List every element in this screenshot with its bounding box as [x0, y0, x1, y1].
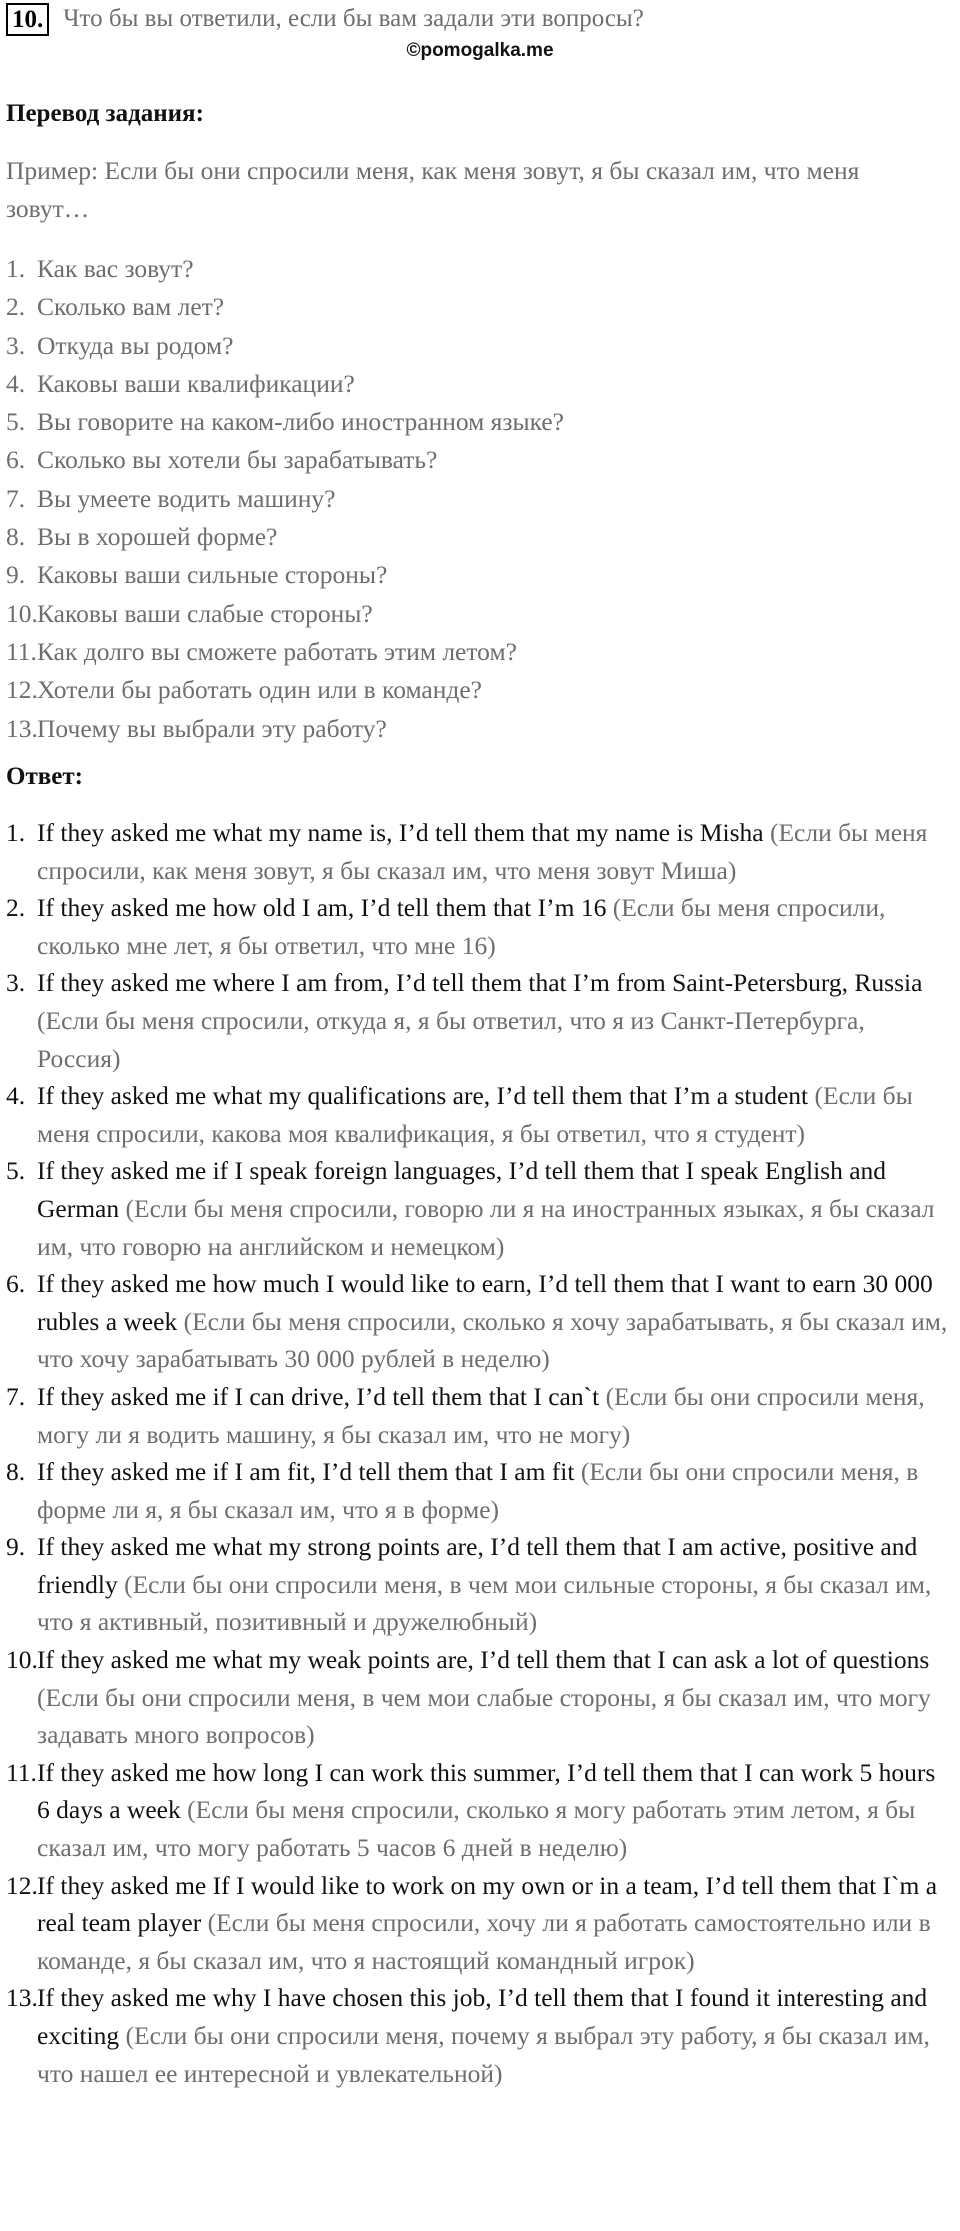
item-number: 8. [6, 1457, 26, 1487]
answer-english: If they asked me if I can drive, I’d tell them that I can`t [37, 1381, 600, 1411]
item-number: 11. [6, 1757, 37, 1787]
item-number: 9. [6, 560, 26, 590]
question-list [6, 250, 936, 748]
answer-list [6, 814, 954, 2092]
question-item [6, 556, 936, 594]
item-number: 3. [6, 968, 26, 998]
question-text: Сколько вы хотели бы зарабатывать? [37, 445, 438, 475]
answer-russian: (Если бы они спросили меня, могу ли я водить машину, я бы сказал им, что не могу) [37, 1381, 925, 1449]
question-item [6, 327, 936, 365]
answer-english: If they asked me why I have chosen this job, I’d tell them that I found it interesting and exciting [37, 1983, 928, 2050]
answer-russian: (Если бы они спросили меня, в форме ли я, я бы сказал им, что я в форме) [37, 1457, 919, 1524]
item-number: 4. [6, 1081, 26, 1111]
answer-english: If they asked me If I would like to work on my own or in a team, I’d tell them that I`m a real team player [37, 1870, 938, 1938]
question-text: Каковы ваши сильные стороны? [37, 560, 388, 590]
question-item [6, 480, 936, 518]
answer-russian: (Если бы меня спросили, говорю ли я на иностранных языках, я бы сказал им, что говорю на английском и немецком) [37, 1193, 935, 1261]
answer-item [6, 964, 954, 1077]
answer-english: If they asked me how old I am, I’d tell them that I’m 16 [37, 893, 607, 923]
item-number: 6. [6, 1269, 26, 1299]
answer-english: If they asked me how much I would like to earn, I’d tell them that I want to earn 30 000 rubles a week [37, 1269, 933, 1336]
answer-item [6, 1152, 954, 1265]
answer-item [6, 1641, 954, 1754]
item-number: 4. [6, 368, 26, 398]
question-item [6, 441, 936, 479]
item-number: 3. [6, 330, 26, 360]
answer-item [6, 1077, 954, 1152]
item-number: 10. [6, 598, 38, 628]
item-number: 5. [6, 407, 26, 437]
item-number: 11. [6, 636, 37, 666]
question-text: Как долго вы сможете работать этим летом? [37, 636, 517, 666]
example-paragraph: Пример: Если бы они спросили меня, как меня зовут, я бы сказал им, что меня зовут… [6, 156, 860, 223]
item-number: 7. [6, 1381, 26, 1411]
item-number: 9. [6, 1532, 26, 1562]
question-text: Сколько вам лет? [37, 292, 225, 322]
answer-item [6, 1378, 954, 1453]
answer-russian: (Если бы они спросили меня, почему я выбрал эту работу, я бы сказал им, что нашел ее интересной и увлекательной) [37, 2021, 930, 2088]
site-watermark: ©pomogalka.me [406, 40, 554, 61]
answer-english: If they asked me what my weak points are, I’d tell them that I can ask a lot of questions [37, 1645, 930, 1675]
answer-english: If they asked me what my strong points are, I’d tell them that I am active, positive and friendly [37, 1532, 918, 1599]
answer-russian: (Если бы меня спросили, как меня зовут, я бы сказал им, что меня зовут Миша) [37, 818, 928, 885]
item-number: 8. [6, 522, 26, 552]
answer-item [6, 814, 954, 889]
question-item [6, 365, 936, 403]
item-number: 12. [6, 1870, 38, 1900]
question-item [6, 671, 936, 709]
item-number: 2. [6, 893, 26, 923]
task-number-box: 10. [6, 3, 49, 36]
answer-english: If they asked me if I am fit, I’d tell them that I am fit [37, 1457, 575, 1487]
task-header [6, 0, 644, 38]
answer-item [6, 1867, 954, 1980]
answer-english: If they asked me if I speak foreign languages, I’d tell them that I speak English and German [37, 1156, 887, 1223]
question-text: Вы умеете водить машину? [37, 483, 336, 513]
question-item [6, 595, 936, 633]
question-text: Откуда вы родом? [37, 330, 234, 360]
question-item [6, 288, 936, 326]
question-text: Вы говорите на каком-либо иностранном языке? [37, 407, 564, 437]
item-number: 10. [6, 1645, 38, 1675]
answer-item [6, 889, 954, 964]
item-number: 7. [6, 483, 26, 513]
answer-heading: Ответ: [6, 763, 83, 790]
question-text: Вы в хорошей форме? [37, 522, 278, 552]
translation-heading: Перевод задания: [6, 100, 204, 127]
item-number: 13. [6, 713, 38, 743]
answer-russian: (Если бы меня спросили, сколько я хочу зарабатывать, я бы сказал им, что хочу зарабатывать 30 000 рублей в неделю) [37, 1306, 948, 1374]
answer-item [6, 1265, 954, 1378]
answer-russian: (Если бы меня спросили, откуда я, я бы ответил, что я из Санкт-Петербурга, Россия) [37, 1005, 865, 1073]
question-text: Как вас зовут? [37, 254, 194, 283]
answer-english: If they asked me how long I can work this summer, I’d tell them that I can work 5 hours 6 days a week [37, 1757, 936, 1825]
answer-english: If they asked me where I am from, I’d tell them that I’m from Saint-Petersburg, Russia [37, 968, 923, 998]
question-text: Каковы ваши квалификации? [37, 368, 355, 398]
answer-russian: (Если бы они спросили меня, в чем мои слабые стороны, я бы сказал им, что могу задавать много вопросов) [37, 1682, 931, 1750]
answer-english: If they asked me what my qualifications are, I’d tell them that I’m a student [37, 1081, 809, 1111]
answer-item [6, 1453, 954, 1528]
question-item [6, 518, 936, 556]
answer-english: If they asked me what my name is, I’d tell them that my name is Misha [37, 818, 764, 847]
item-number: 5. [6, 1156, 26, 1186]
question-text: Каковы ваши слабые стороны? [37, 598, 373, 628]
item-number: 2. [6, 292, 26, 322]
question-text: Почему вы выбрали эту работу? [37, 713, 387, 743]
question-item [6, 403, 936, 441]
answer-item [6, 1754, 954, 1867]
question-item [6, 633, 936, 671]
answer-russian: (Если бы они спросили меня, в чем мои сильные стороны, я бы сказал им, что я активный, позитивный и дружелюбный) [37, 1569, 932, 1637]
item-number: 1. [6, 818, 26, 847]
answer-russian: (Если бы меня спросили, сколько я могу работать этим летом, я бы сказал им, что могу работать 5 часов 6 дней в неделю) [37, 1795, 916, 1863]
item-number: 12. [6, 675, 38, 705]
item-number: 13. [6, 1983, 38, 2013]
answer-item [6, 1979, 954, 2092]
answer-russian: (Если бы меня спросили, какова моя квалификация, я бы ответил, что я студент) [37, 1081, 913, 1148]
question-item [6, 710, 936, 748]
answer-russian: (Если бы меня спросили, сколько мне лет, я бы ответил, что мне 16) [37, 893, 886, 960]
task-question: Что бы вы ответили, если бы вам задали эти вопросы? [63, 5, 644, 32]
item-number: 1. [6, 254, 26, 283]
answer-russian: (Если бы меня спросили, хочу ли я работать самостоятельно или в команде, я бы сказал им, что я настоящий командный игрок) [37, 1908, 931, 1975]
question-item [6, 250, 936, 288]
answer-item [6, 1528, 954, 1641]
question-text: Хотели бы работать один или в команде? [37, 675, 482, 705]
item-number: 6. [6, 445, 26, 475]
